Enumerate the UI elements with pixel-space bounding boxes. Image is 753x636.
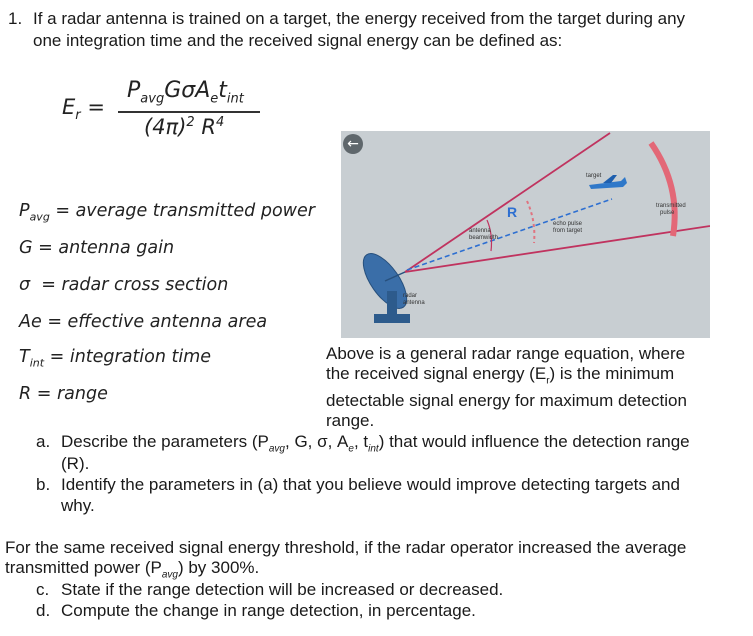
definition-ae: Ae = effective antenna area — [19, 312, 268, 332]
target-label: target — [586, 173, 602, 179]
definition-r: R = range — [19, 384, 108, 404]
radar-antenna-icon — [355, 247, 415, 323]
formula-denominator: $(4\pi)^2$ $R^4$ — [144, 115, 225, 139]
radar-diagram — [341, 131, 710, 338]
transmitted-pulse-label: transmitted pulse — [656, 203, 686, 216]
beam-upper-line — [405, 133, 610, 272]
range-label: R — [507, 204, 518, 220]
formula-numerator: $P_{avg}G\sigma A_et_{int}$ — [127, 78, 244, 107]
part-d-text: Compute the change in range detection, in percentage. — [61, 601, 476, 620]
definition-sigma: σ = radar cross section — [19, 275, 229, 295]
arrow-left-icon[interactable]: ← — [343, 134, 363, 154]
question-intro-line1: If a radar antenna is trained on a target, the energy received from the target during any — [33, 9, 686, 28]
part-a-line2: (R). — [61, 454, 90, 473]
figure-caption: Above is a general radar range equation, where the received signal energy $(E_r)$ is the minimum detectable signal energy for maximum detection range. — [326, 344, 687, 431]
part-a-text: Describe the parameters ($P_{avg}$, G, σ, $A_e$, $t_{int}$) that would influence the detection range — [61, 432, 690, 455]
part-b-line1: Identify the parameters in (a) that you believe would improve detecting targets and — [61, 475, 680, 494]
radar-figure — [341, 131, 710, 338]
definition-tint: $T_{int}$ = integration time — [19, 347, 212, 370]
fraction-bar — [118, 111, 260, 113]
formula-lhs: $E_r$ = — [62, 95, 105, 124]
part-d-label: d. — [36, 601, 51, 620]
question-intro-line2: one integration time and the received signal energy can be defined as: — [33, 31, 563, 50]
part-b-label: b. — [36, 475, 51, 494]
part-c-label: c. — [36, 580, 50, 599]
beamwidth-label: antenna beamwidth — [469, 228, 499, 241]
echo-pulse-arc — [527, 201, 534, 243]
definition-pavg: $P_{avg}$ = average transmitted power — [19, 201, 315, 224]
followup-text: For the same received signal energy threshold, if the radar operator increased the average transmitted power $(P_{avg})$ by 300%. — [5, 538, 687, 581]
echo-pulse-label: echo pulse from target — [553, 221, 583, 234]
part-c-text: State if the range detection will be increased or decreased. — [61, 580, 504, 599]
part-a-label: a. — [36, 432, 51, 451]
definition-g: G = antenna gain — [19, 238, 175, 258]
question-number: 1. — [8, 9, 23, 28]
part-b-line2: why. — [61, 496, 95, 515]
radar-antenna-label: radar antenna — [403, 293, 425, 306]
transmitted-pulse-arc — [651, 143, 675, 236]
